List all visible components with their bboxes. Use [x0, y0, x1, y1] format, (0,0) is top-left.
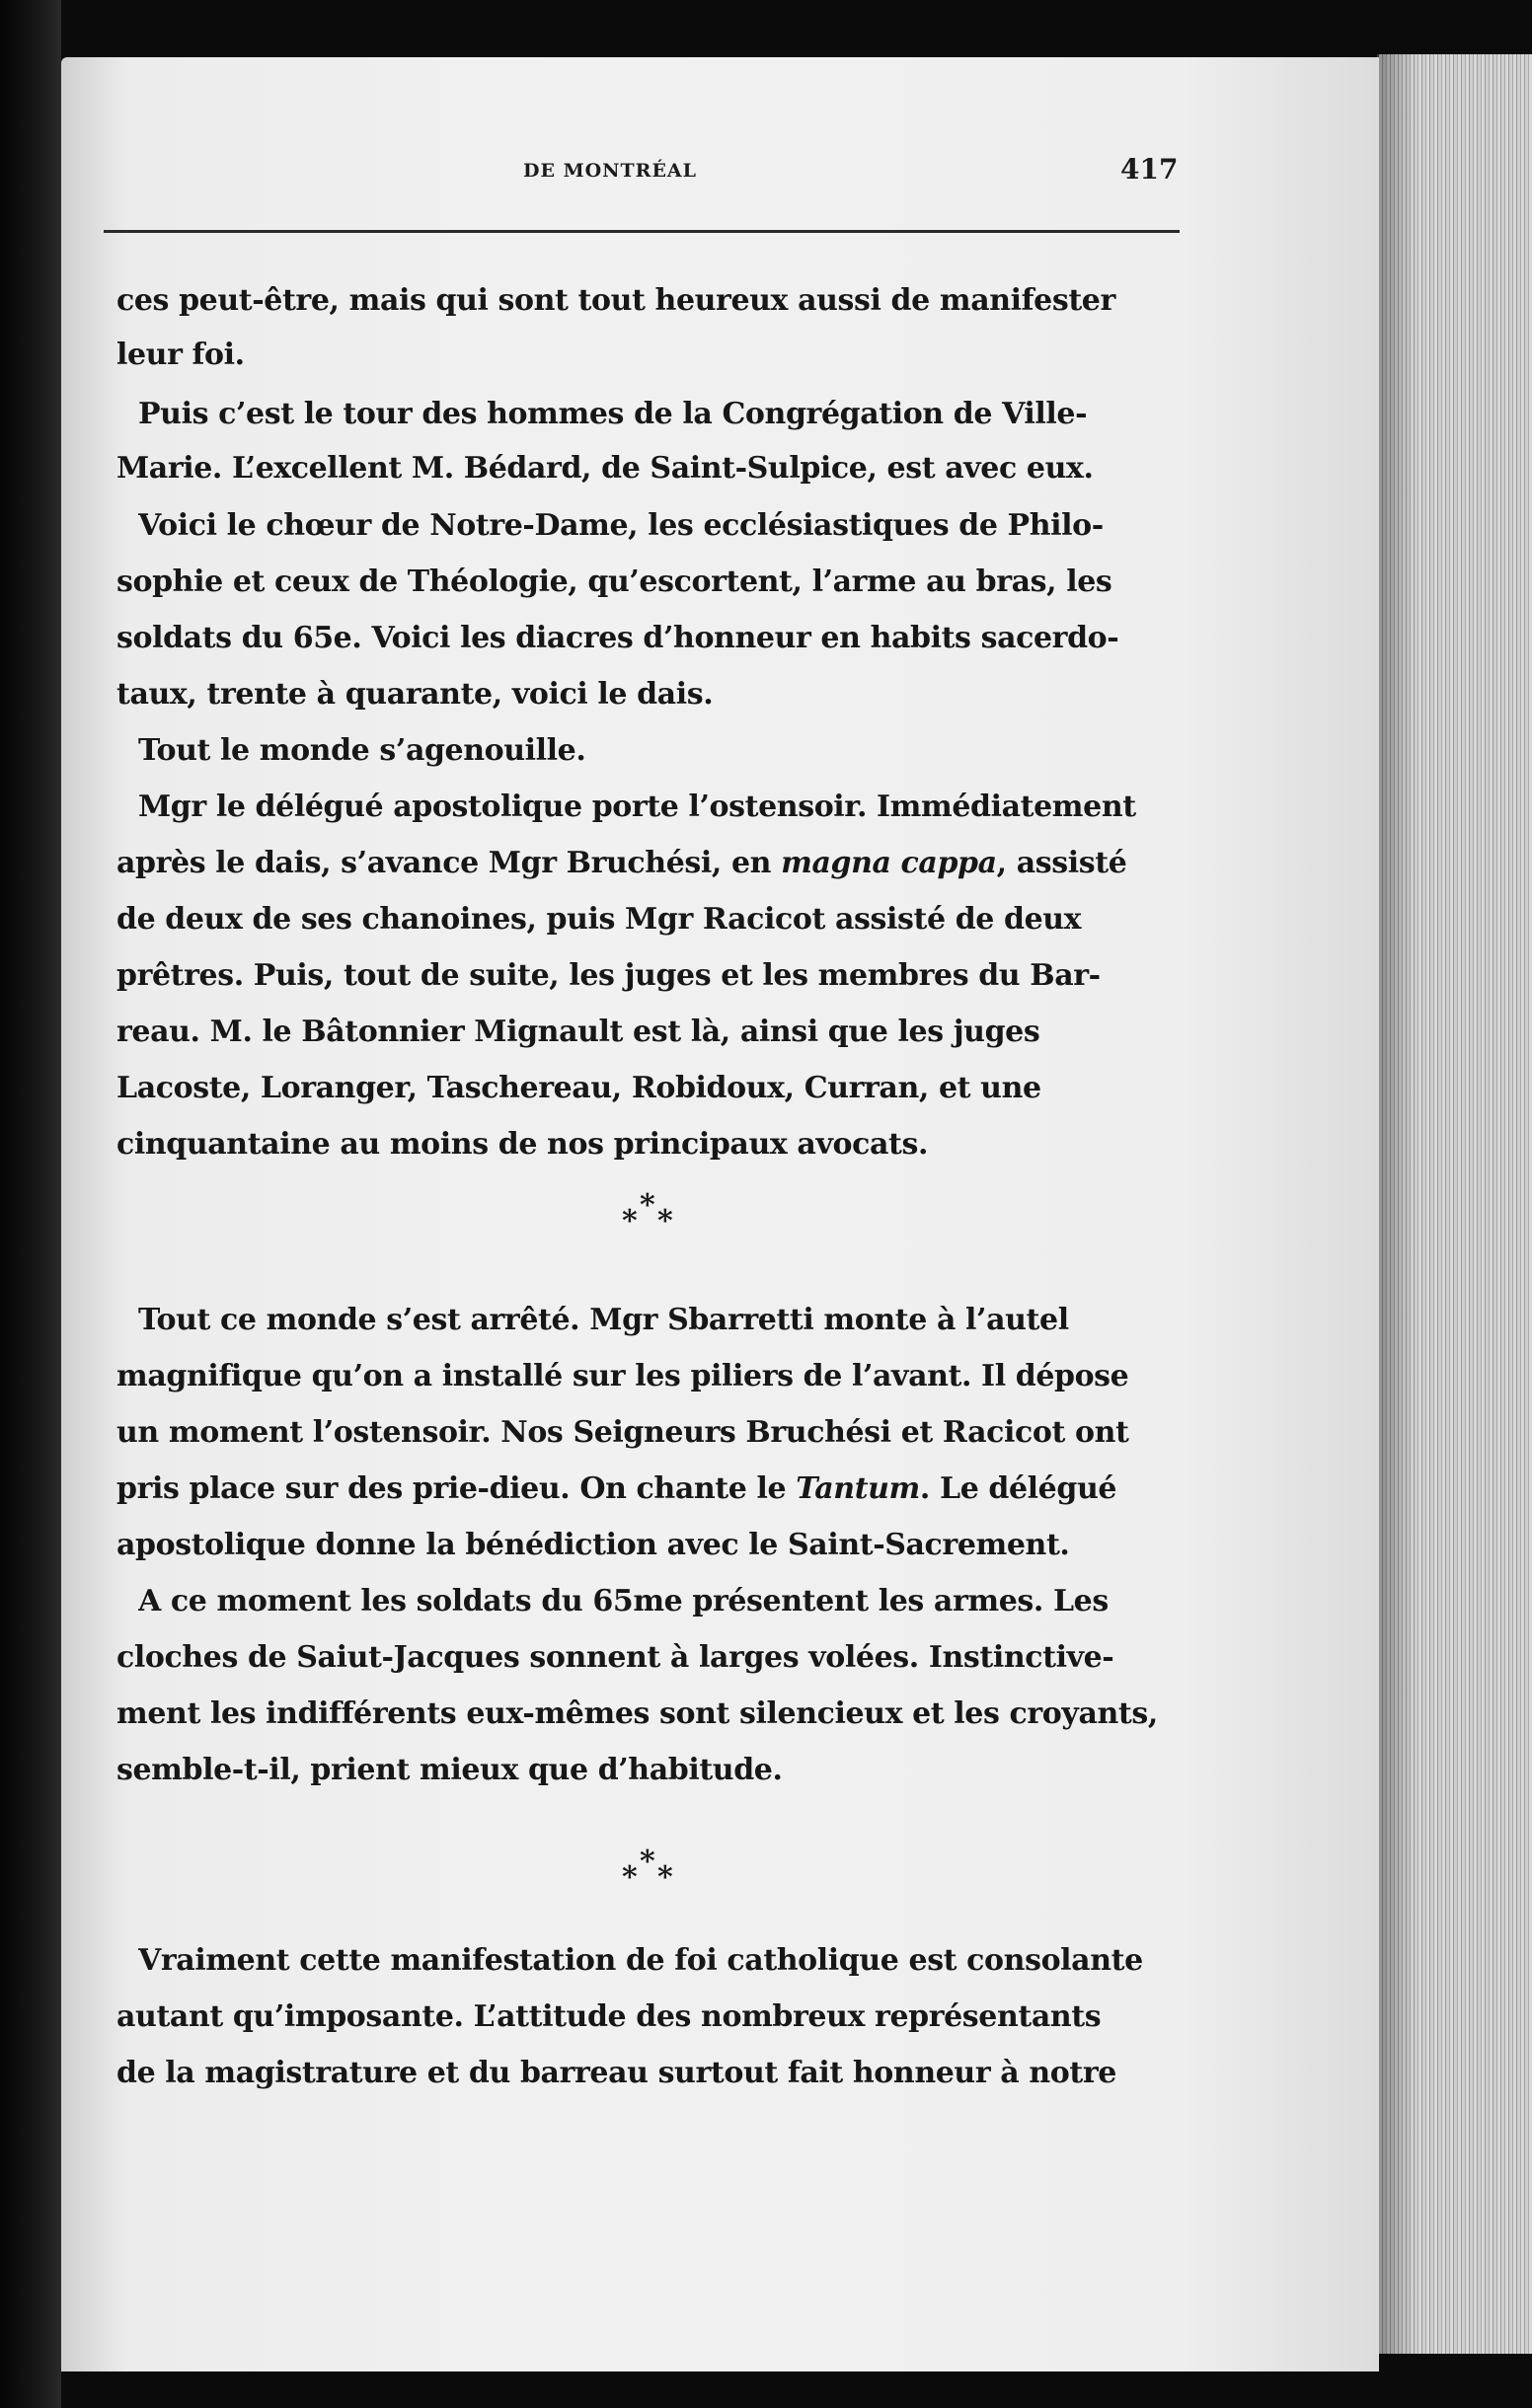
text-line: A ce moment les soldats du 65me présentent les armes. Les	[138, 1584, 1109, 1618]
text-line: leur foi.	[116, 338, 245, 372]
text-line: ment les indifférents eux-mêmes sont silencieux et les croyants,	[116, 1696, 1158, 1731]
page-edge-shadow	[1377, 54, 1417, 2354]
text-line: Mgr le délégué apostolique porte l’ostensoir. Immédiatement	[138, 790, 1136, 824]
separator-star: *	[657, 1860, 673, 1895]
section-separator	[592, 1844, 711, 1895]
page-number: 417	[1120, 153, 1179, 186]
separator-star: *	[622, 1860, 638, 1895]
text-line: de deux de ses chanoines, puis Mgr Racicot assisté de deux	[116, 902, 1082, 937]
separator-star: *	[622, 1204, 638, 1239]
text-line: Tout ce monde s’est arrêté. Mgr Sbarretti monte à l’autel	[138, 1303, 1069, 1337]
text-line: soldats du 65e. Voici les diacres d’honneur en habits sacerdo-	[116, 621, 1119, 655]
text-line: semble-t-il, prient mieux que d’habitude.	[116, 1753, 783, 1787]
text-line: reau. M. le Bâtonnier Mignault est là, ainsi que les juges	[116, 1015, 1040, 1049]
text-line: Lacoste, Loranger, Taschereau, Robidoux, Curran, et une	[116, 1071, 1041, 1105]
text-line: de la magistrature et du barreau surtout fait honneur à notre	[116, 2056, 1116, 2090]
separator-star: *	[640, 1844, 655, 1879]
italic-term: magna cappa	[781, 846, 997, 880]
text-line: prêtres. Puis, tout de suite, les juges et les membres du Bar-	[116, 958, 1101, 993]
header-rule	[104, 230, 1180, 233]
text-line: Tout le monde s’agenouille.	[138, 733, 586, 768]
text-line: après le dais, s’avance Mgr Bruchési, en magna cappa, assisté	[116, 846, 1127, 880]
text-line: pris place sur des prie-dieu. On chante le Tantum. Le délégué	[116, 1471, 1117, 1506]
page-header	[104, 148, 1180, 192]
text-line: Puis c’est le tour des hommes de la Congrégation de Ville-	[138, 397, 1088, 431]
separator-star: *	[657, 1204, 673, 1239]
separator-star: *	[640, 1188, 655, 1223]
text-line: cloches de Saiut-Jacques sonnent à larges volées. Instinctive-	[116, 1640, 1114, 1675]
text-line: magnifique qu’on a installé sur les piliers de l’avant. Il dépose	[116, 1359, 1129, 1393]
text-line: ces peut-être, mais qui sont tout heureux aussi de manifester	[116, 283, 1115, 318]
text-line: Voici le chœur de Notre-Dame, les ecclésiastiques de Philo-	[138, 508, 1104, 543]
text-line: sophie et ceux de Théologie, qu’escortent, l’arme au bras, les	[116, 564, 1112, 599]
section-separator	[592, 1188, 711, 1239]
text-line: cinquantaine au moins de nos principaux avocats.	[116, 1127, 928, 1162]
italic-term: Tantum	[796, 1471, 920, 1506]
text-line: un moment l’ostensoir. Nos Seigneurs Bruchési et Racicot ont	[116, 1415, 1129, 1450]
running-title: DE MONTRÉAL	[523, 160, 698, 182]
text-line: taux, trente à quarante, voici le dais.	[116, 677, 714, 712]
text-line: Vraiment cette manifestation de foi catholique est consolante	[138, 1943, 1143, 1978]
text-line: autant qu’imposante. L’attitude des nombreux représentants	[116, 1999, 1102, 2034]
text-line: Marie. L’excellent M. Bédard, de Saint-Sulpice, est avec eux.	[116, 451, 1094, 486]
book-binding	[0, 0, 61, 2408]
text-line: apostolique donne la bénédiction avec le Saint-Sacrement.	[116, 1528, 1070, 1562]
